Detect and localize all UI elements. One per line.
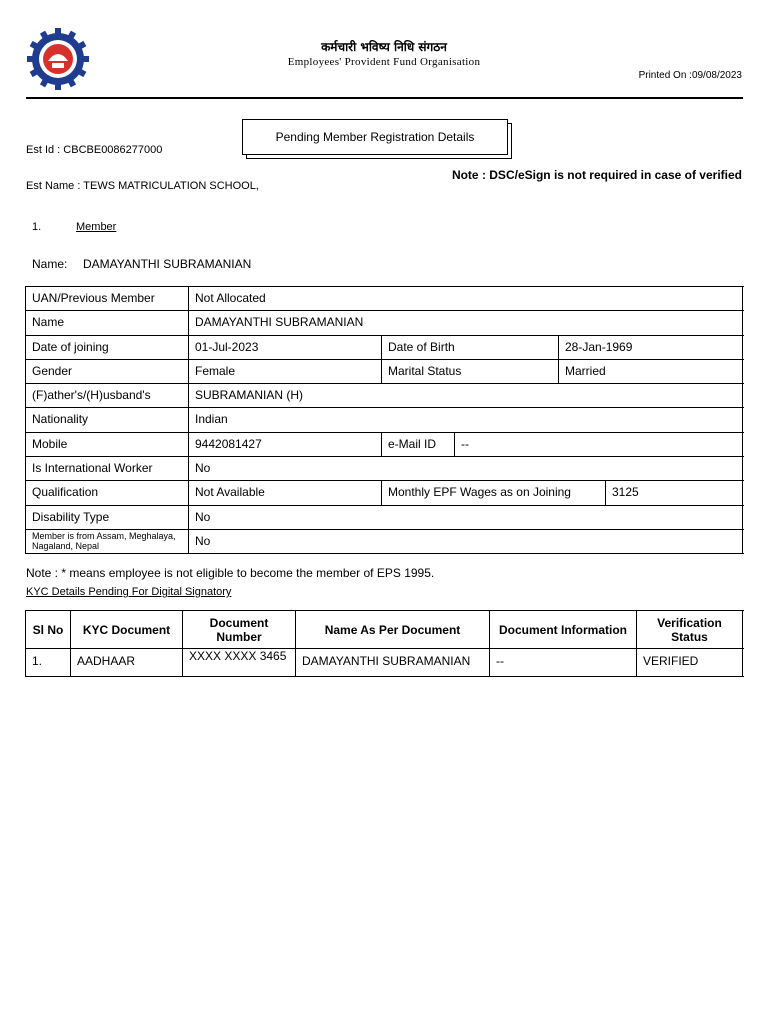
- table-cell: VERIFIED: [637, 649, 743, 676]
- table-cell: AADHAAR: [71, 649, 183, 676]
- row-value: No: [189, 457, 743, 480]
- table-row: [26, 336, 744, 360]
- establishment-id: Est Id : CBCBE0086277000: [26, 144, 163, 156]
- row-label: Name: [26, 311, 189, 334]
- row-label-2: Date of Birth: [382, 336, 559, 359]
- member-name-value: DAMAYANTHI SUBRAMANIAN: [83, 257, 252, 271]
- table-cell: 1.: [26, 649, 71, 676]
- row-label: Qualification: [26, 481, 189, 504]
- table-row: [26, 481, 744, 505]
- kyc-table: [25, 610, 744, 677]
- row-value-2: Married: [559, 360, 743, 383]
- table-row: [26, 311, 744, 335]
- table-row: [26, 287, 744, 311]
- row-label: Date of joining: [26, 336, 189, 359]
- eps-note: Note : * means employee is not eligible to become the member of EPS 1995.: [26, 566, 435, 580]
- row-label: Disability Type: [26, 506, 189, 529]
- row-label: Gender: [26, 360, 189, 383]
- table-row: [26, 530, 744, 554]
- table-row: [26, 506, 744, 530]
- row-label: Is International Worker: [26, 457, 189, 480]
- member-name-label: Name:: [32, 257, 68, 271]
- row-label-2: Monthly EPF Wages as on Joining: [382, 481, 606, 504]
- table-row: [26, 384, 744, 408]
- table-cell: DAMAYANTHI SUBRAMANIAN: [296, 649, 490, 676]
- row-label-2: e-Mail ID: [382, 433, 455, 456]
- org-hindi-title: कर्मचारी भविष्य निधि संगठन: [321, 40, 447, 54]
- row-value: Not Available: [189, 481, 382, 504]
- establishment-name: Est Name : TEWS MATRICULATION SCHOOL,: [26, 180, 259, 192]
- table-cell: XXXX XXXX 3465: [183, 649, 296, 676]
- header-divider: [26, 97, 743, 99]
- table-row: [26, 360, 744, 384]
- printed-on-date: Printed On :09/08/2023: [638, 70, 742, 81]
- section-label-member: Member: [76, 221, 117, 233]
- row-label: Mobile: [26, 433, 189, 456]
- table-row: [26, 457, 744, 481]
- column-header: Name As Per Document: [296, 611, 490, 648]
- column-header: Sl No: [26, 611, 71, 648]
- row-value: Female: [189, 360, 382, 383]
- row-value-2: --: [455, 433, 743, 456]
- dsc-note: Note : DSC/eSign is not required in case of verified: [451, 168, 742, 182]
- row-value: SUBRAMANIAN (H): [189, 384, 743, 407]
- table-row: [26, 433, 744, 457]
- row-label: (F)ather's/(H)usband's: [26, 384, 189, 407]
- row-value-2: 3125: [606, 481, 743, 504]
- kyc-section-title: KYC Details Pending For Digital Signatory: [26, 586, 232, 598]
- row-value: DAMAYANTHI SUBRAMANIAN: [189, 311, 743, 334]
- member-details-table: [25, 286, 744, 554]
- section-number: 1.: [32, 221, 42, 233]
- column-header: Document Information: [490, 611, 637, 648]
- row-label: UAN/Previous Member: [26, 287, 189, 310]
- row-value: No: [189, 530, 743, 553]
- table-row: [26, 408, 744, 432]
- row-value-2: 28-Jan-1969: [559, 336, 743, 359]
- page-title-box: [242, 119, 508, 155]
- table-cell: --: [490, 649, 637, 676]
- row-value: Not Allocated: [189, 287, 743, 310]
- row-label: Member is from Assam, Meghalaya, Nagaland, Nepal: [26, 530, 189, 553]
- row-value: Indian: [189, 408, 743, 431]
- column-header: Verification Status: [637, 611, 743, 648]
- org-name: Employees' Provident Fund Organisation: [287, 56, 481, 68]
- table-header-row: [26, 611, 744, 649]
- row-label-2: Marital Status: [382, 360, 559, 383]
- row-label: Nationality: [26, 408, 189, 431]
- column-header: KYC Document: [71, 611, 183, 648]
- page-title: Pending Member Registration Details: [242, 119, 508, 155]
- column-header: Document Number: [183, 611, 296, 648]
- table-row: [26, 649, 744, 677]
- row-value: No: [189, 506, 743, 529]
- row-value: 01-Jul-2023: [189, 336, 382, 359]
- row-value: 9442081427: [189, 433, 382, 456]
